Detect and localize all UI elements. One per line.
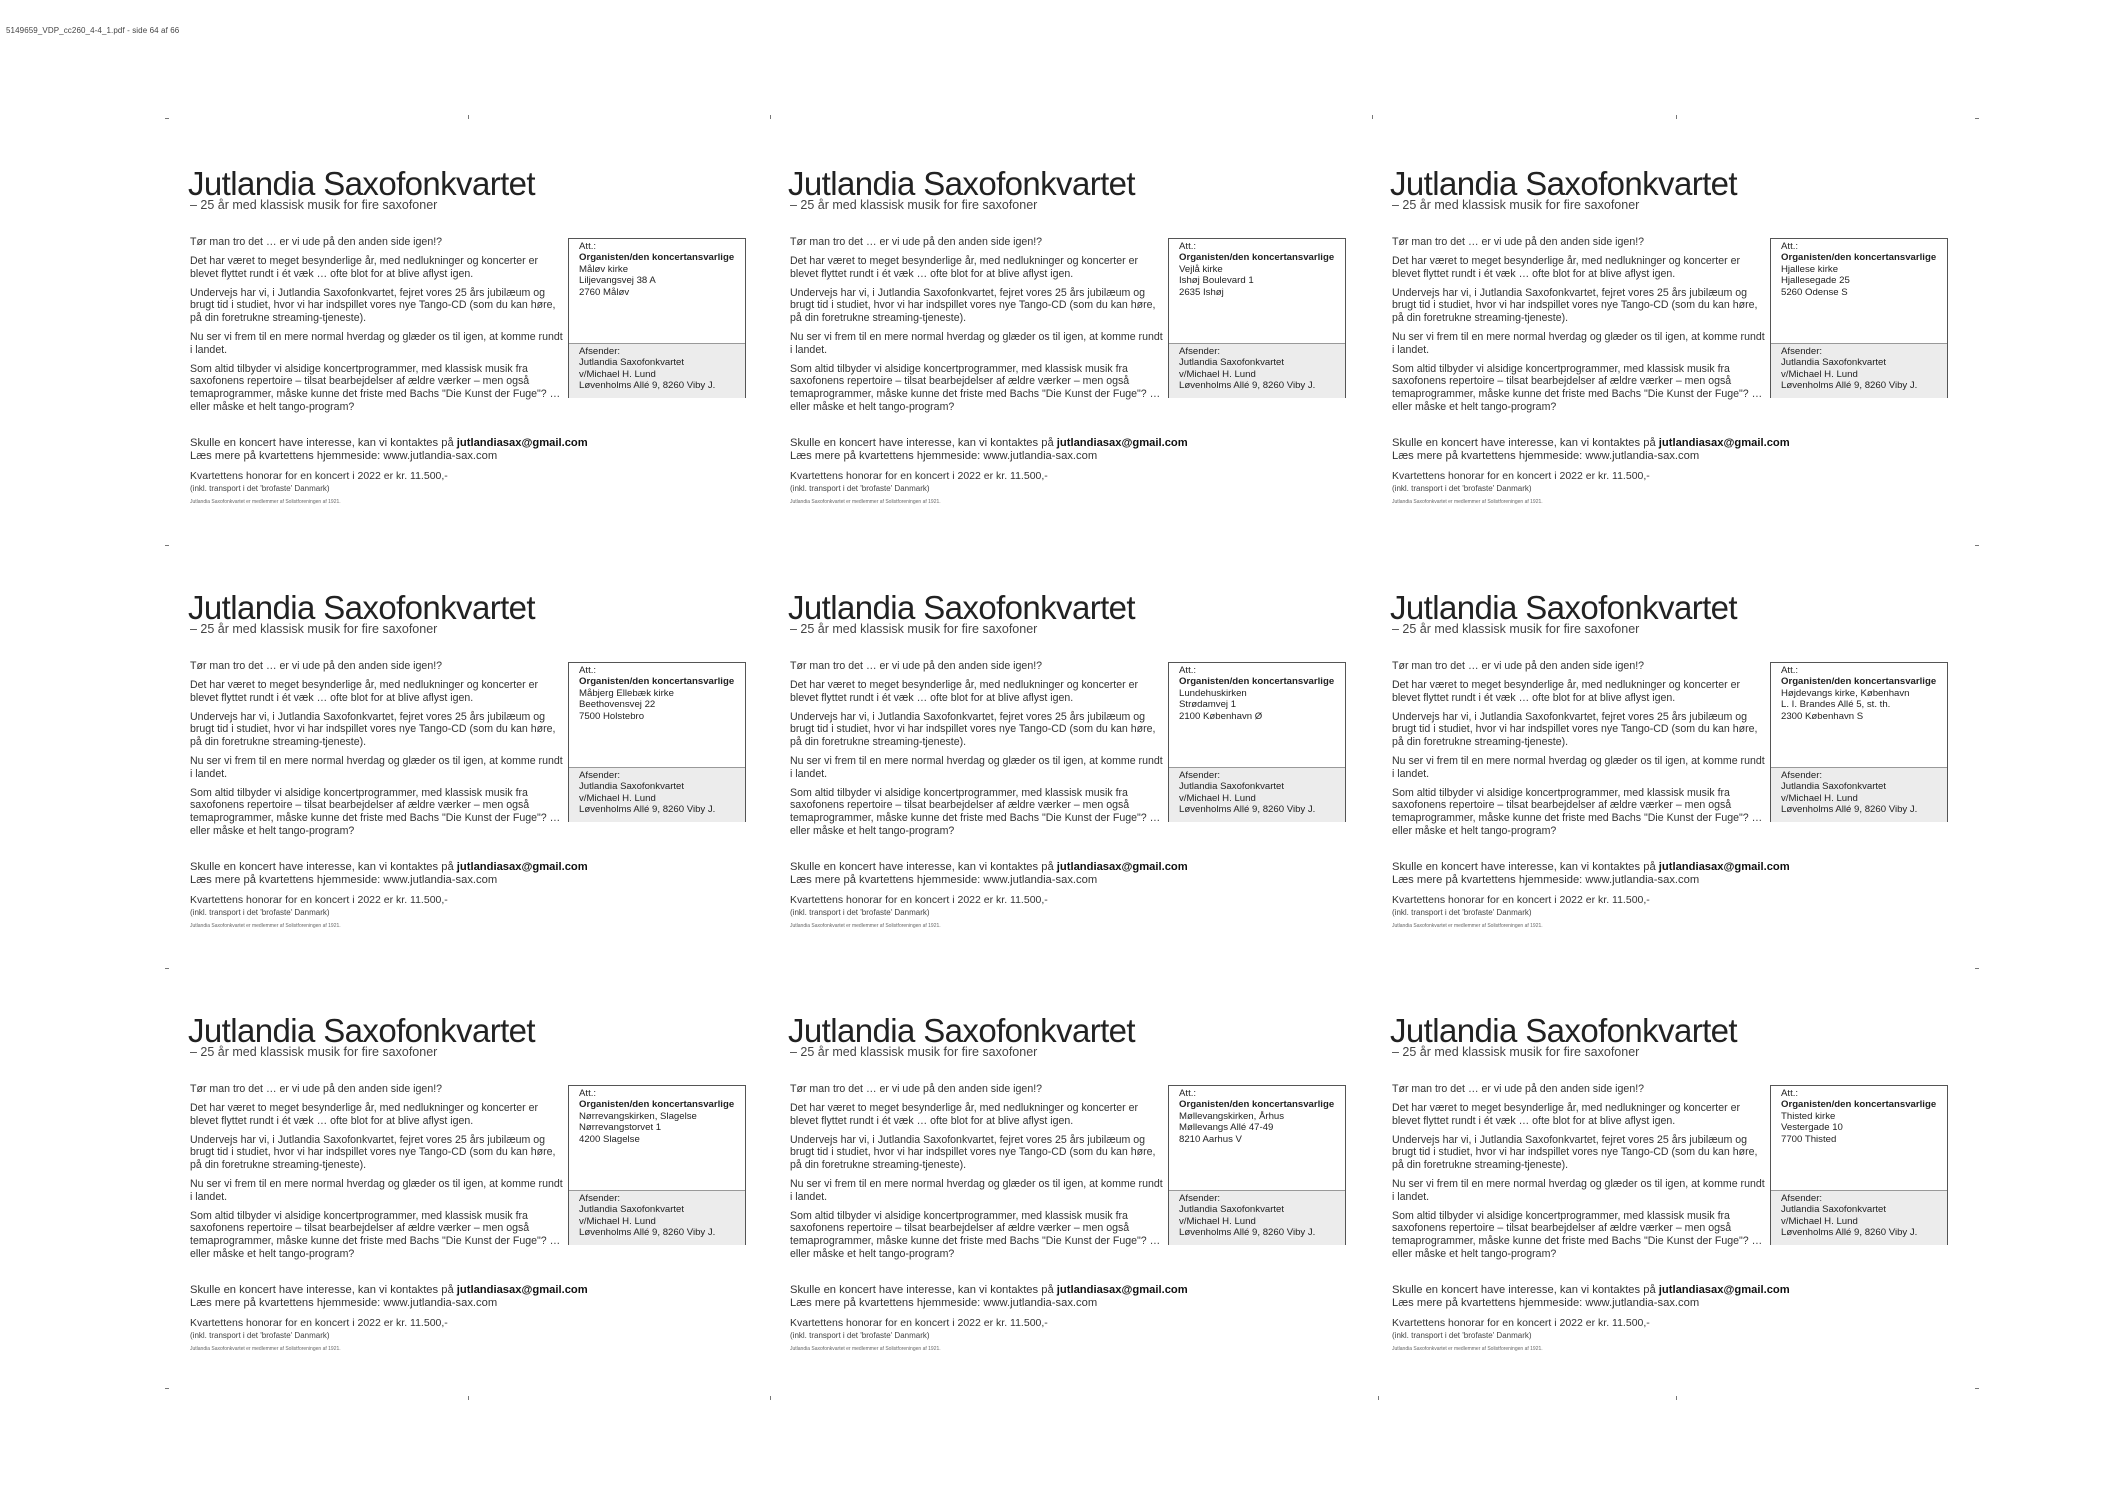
crop-mark (1975, 968, 1979, 969)
contact-block (1392, 861, 1952, 887)
recipient-line: 2635 Ishøj (1179, 286, 1224, 298)
contact-email[interactable]: jutlandiasax@gmail.com (456, 861, 588, 873)
recipient-line: 2100 København Ø (1179, 710, 1263, 722)
sender-line: Jutlandia Saxofonkvartet (579, 781, 685, 793)
body-paragraph: Tør man tro det … er vi ude på den anden side igen!? (1392, 1083, 1645, 1095)
card-title: Jutlandia Saxofonkvartet (188, 1012, 535, 1049)
card-body (790, 660, 1165, 844)
contact-prefix: Skulle en koncert have interesse, kan vi kontaktes på (790, 1284, 1057, 1296)
recipient-org: Organisten/den koncertansvarlige (1179, 252, 1335, 264)
sender-line: v/Michael H. Lund (1179, 792, 1256, 804)
body-paragraph: Nu ser vi frem til en mere normal hverdag og glæder os til igen, at komme rundt i landet. (790, 1178, 1163, 1203)
sender-block (1771, 1190, 1947, 1245)
body-paragraph: Det har været to meget besynderlige år, med nedlukninger og koncerter er blevet flyttet rundt i ét væk … ofte blot for at blive aflyst igen. (790, 1102, 1139, 1127)
card-title: Jutlandia Saxofonkvartet (1390, 165, 1737, 202)
body-paragraph: Det har været to meget besynderlige år, med nedlukninger og koncerter er blevet flyttet rundt i ét væk … ofte blot for at blive aflyst igen. (1392, 1102, 1741, 1127)
recipient-line: 7700 Thisted (1781, 1133, 1837, 1145)
fee-line: Kvartettens honorar for en koncert i 2022 er kr. 11.500,- (1392, 894, 1650, 906)
recipient-block (569, 239, 745, 343)
sender-line: v/Michael H. Lund (1179, 1215, 1256, 1227)
fee-note: (inkl. transport i det 'brofaste' Danmark) (190, 1331, 330, 1340)
body-paragraph: Som altid tilbyder vi alsidige koncertprogrammer, med klassisk musik fra saxofonens repertoire – tilsat bearbejdelser af ældre værker – men også temaprogrammer, måske kunne det friste med Bachs "Die Kunst der Fuge"? … eller måske et helt tango-program? (190, 786, 561, 837)
recipient-line: Måløv kirke (579, 263, 629, 275)
body-paragraph: Undervejs har vi, i Jutlandia Saxofonkvartet, fejret vores 25 års jubilæum og brugt tid i studiet, hvor vi har indspillet vores nye Tango-CD (som du kan høre, på din foretrukne streaming-tjeneste). (190, 1133, 556, 1171)
contact-line (190, 437, 750, 450)
sender-line: v/Michael H. Lund (1781, 1215, 1858, 1227)
contact-block (190, 437, 750, 463)
card-subtitle: – 25 år med klassisk musik for fire saxofoner (790, 1045, 1038, 1059)
postcard (1390, 1013, 1950, 1373)
recipient-line: Nørrevangstorvet 1 (579, 1122, 662, 1134)
fine-print: Jutlandia Saxofonkvartet er medlemmer af Solistforeningen af 1921. (790, 923, 941, 929)
sender-line: Løvenholms Allé 9, 8260 Viby J. (1179, 380, 1316, 392)
recipient-org: Organisten/den koncertansvarlige (579, 1099, 735, 1111)
body-paragraph: Som altid tilbyder vi alsidige koncertprogrammer, med klassisk musik fra saxofonens repertoire – tilsat bearbejdelser af ældre værker – men også temaprogrammer, måske kunne det friste med Bachs "Die Kunst der Fuge"? … eller måske et helt tango-program? (1392, 362, 1763, 413)
body-paragraph: Nu ser vi frem til en mere normal hverdag og glæder os til igen, at komme rundt i landet. (190, 755, 563, 780)
recipient-line: Beethovensvej 22 (579, 699, 656, 711)
website-line: Læs mere på kvartettens hjemmeside: www.jutlandia-sax.com (1392, 874, 1700, 887)
sender-label: Afsender: (579, 770, 621, 781)
recipient-org: Organisten/den koncertansvarlige (579, 252, 735, 264)
body-paragraph: Undervejs har vi, i Jutlandia Saxofonkvartet, fejret vores 25 års jubilæum og brugt tid i studiet, hvor vi har indspillet vores nye Tango-CD (som du kan høre, på din foretrukne streaming-tjeneste). (790, 1133, 1156, 1171)
website-line: Læs mere på kvartettens hjemmeside: www.jutlandia-sax.com (790, 874, 1098, 887)
contact-email[interactable]: jutlandiasax@gmail.com (456, 1284, 588, 1296)
recipient-line: 8210 Aarhus V (1179, 1133, 1242, 1145)
contact-block (190, 1284, 750, 1310)
sender-line: Løvenholms Allé 9, 8260 Viby J. (579, 1227, 716, 1239)
body-paragraph: Nu ser vi frem til en mere normal hverdag og glæder os til igen, at komme rundt i landet. (1392, 331, 1765, 356)
postcard (188, 1013, 748, 1373)
contact-block (790, 437, 1350, 463)
card-body (190, 236, 565, 420)
body-paragraph: Det har været to meget besynderlige år, med nedlukninger og koncerter er blevet flyttet rundt i ét væk … ofte blot for at blive aflyst igen. (190, 679, 539, 704)
contact-prefix: Skulle en koncert have interesse, kan vi kontaktes på (190, 437, 457, 449)
card-body (1392, 1083, 1767, 1267)
body-paragraph: Som altid tilbyder vi alsidige koncertprogrammer, med klassisk musik fra saxofonens repertoire – tilsat bearbejdelser af ældre værker – men også temaprogrammer, måske kunne det friste med Bachs "Die Kunst der Fuge"? … eller måske et helt tango-program? (1392, 786, 1763, 837)
att-label: Att.: (1179, 665, 1197, 676)
crop-mark (1676, 1396, 1677, 1400)
contact-email[interactable]: jutlandiasax@gmail.com (456, 437, 588, 449)
crop-mark (770, 115, 771, 119)
body-paragraph: Undervejs har vi, i Jutlandia Saxofonkvartet, fejret vores 25 års jubilæum og brugt tid i studiet, hvor vi har indspillet vores nye Tango-CD (som du kan høre, på din foretrukne streaming-tjeneste). (1392, 710, 1758, 748)
website-line: Læs mere på kvartettens hjemmeside: www.jutlandia-sax.com (190, 450, 498, 463)
postcard (1390, 590, 1950, 950)
sender-block (1169, 343, 1345, 398)
card-subtitle: – 25 år med klassisk musik for fire saxofoner (1392, 622, 1640, 636)
address-box (1168, 1085, 1346, 1245)
recipient-org: Organisten/den koncertansvarlige (1781, 676, 1937, 688)
website-line: Læs mere på kvartettens hjemmeside: www.jutlandia-sax.com (790, 1297, 1098, 1310)
body-paragraph: Som altid tilbyder vi alsidige koncertprogrammer, med klassisk musik fra saxofonens repertoire – tilsat bearbejdelser af ældre værker – men også temaprogrammer, måske kunne det friste med Bachs "Die Kunst der Fuge"? … eller måske et helt tango-program? (790, 362, 1161, 413)
body-paragraph: Det har været to meget besynderlige år, med nedlukninger og koncerter er blevet flyttet rundt i ét væk … ofte blot for at blive aflyst igen. (190, 1102, 539, 1127)
contact-prefix: Skulle en koncert have interesse, kan vi kontaktes på (190, 1284, 457, 1296)
recipient-block (1771, 1086, 1947, 1190)
att-label: Att.: (1781, 665, 1799, 676)
sender-label: Afsender: (1179, 346, 1221, 357)
sender-line: v/Michael H. Lund (1179, 368, 1256, 380)
contact-prefix: Skulle en koncert have interesse, kan vi kontaktes på (190, 861, 457, 873)
att-label: Att.: (1781, 241, 1799, 252)
contact-email[interactable]: jutlandiasax@gmail.com (1658, 861, 1790, 873)
recipient-line: 2760 Måløv (579, 286, 630, 298)
fine-print: Jutlandia Saxofonkvartet er medlemmer af Solistforeningen af 1921. (190, 923, 341, 929)
address-box (1168, 238, 1346, 398)
contact-email[interactable]: jutlandiasax@gmail.com (1658, 1284, 1790, 1296)
fee-line: Kvartettens honorar for en koncert i 2022 er kr. 11.500,- (190, 894, 448, 906)
card-title: Jutlandia Saxofonkvartet (1390, 1012, 1737, 1049)
crop-mark (165, 1388, 169, 1389)
recipient-line: Liljevangsvej 38 A (579, 275, 656, 287)
card-subtitle: – 25 år med klassisk musik for fire saxofoner (790, 622, 1038, 636)
body-paragraph: Tør man tro det … er vi ude på den anden side igen!? (190, 660, 443, 672)
sender-block (569, 767, 745, 822)
att-label: Att.: (579, 241, 597, 252)
body-paragraph: Som altid tilbyder vi alsidige koncertprogrammer, med klassisk musik fra saxofonens repertoire – tilsat bearbejdelser af ældre værker – men også temaprogrammer, måske kunne det friste med Bachs "Die Kunst der Fuge"? … eller måske et helt tango-program? (790, 786, 1161, 837)
recipient-org: Organisten/den koncertansvarlige (579, 676, 735, 688)
fee-note: (inkl. transport i det 'brofaste' Danmark) (790, 1331, 930, 1340)
contact-prefix: Skulle en koncert have interesse, kan vi kontaktes på (790, 437, 1057, 449)
fine-print: Jutlandia Saxofonkvartet er medlemmer af Solistforeningen af 1921. (790, 1346, 941, 1352)
att-label: Att.: (1179, 1088, 1197, 1099)
crop-mark (165, 968, 169, 969)
fee-line: Kvartettens honorar for en koncert i 2022 er kr. 11.500,- (1392, 1317, 1650, 1329)
fee-note: (inkl. transport i det 'brofaste' Danmark) (1392, 484, 1532, 493)
sender-label: Afsender: (579, 1193, 621, 1204)
sender-line: v/Michael H. Lund (579, 1215, 656, 1227)
body-paragraph: Det har været to meget besynderlige år, med nedlukninger og koncerter er blevet flyttet rundt i ét væk … ofte blot for at blive aflyst igen. (790, 679, 1139, 704)
crop-mark (165, 118, 169, 119)
website-line: Læs mere på kvartettens hjemmeside: www.jutlandia-sax.com (1392, 450, 1700, 463)
sender-line: Løvenholms Allé 9, 8260 Viby J. (579, 380, 716, 392)
sender-block (1771, 767, 1947, 822)
recipient-line: Nørrevangskirken, Slagelse (579, 1110, 697, 1122)
fee-line: Kvartettens honorar for en koncert i 2022 er kr. 11.500,- (790, 470, 1048, 482)
sender-label: Afsender: (1781, 770, 1823, 781)
card-body (790, 1083, 1165, 1267)
postcard (1390, 166, 1950, 526)
recipient-line: Måbjerg Ellebæk kirke (579, 687, 674, 699)
body-paragraph: Tør man tro det … er vi ude på den anden side igen!? (790, 660, 1043, 672)
card-body (190, 660, 565, 844)
address-box (568, 1085, 746, 1245)
fee-note: (inkl. transport i det 'brofaste' Danmark) (790, 484, 930, 493)
body-paragraph: Undervejs har vi, i Jutlandia Saxofonkvartet, fejret vores 25 års jubilæum og brugt tid i studiet, hvor vi har indspillet vores nye Tango-CD (som du kan høre, på din foretrukne streaming-tjeneste). (190, 710, 556, 748)
contact-prefix: Skulle en koncert have interesse, kan vi kontaktes på (790, 861, 1057, 873)
postcard (788, 166, 1348, 526)
recipient-line: Vestergade 10 (1781, 1122, 1843, 1134)
body-paragraph: Tør man tro det … er vi ude på den anden side igen!? (1392, 660, 1645, 672)
contact-line (1392, 1284, 1952, 1297)
recipient-line: Møllevangskirken, Århus (1179, 1110, 1285, 1122)
sender-line: Løvenholms Allé 9, 8260 Viby J. (579, 804, 716, 816)
recipient-line: 5260 Odense S (1781, 286, 1848, 298)
recipient-org: Organisten/den koncertansvarlige (1179, 1099, 1335, 1111)
recipient-org: Organisten/den koncertansvarlige (1781, 1099, 1937, 1111)
body-paragraph: Tør man tro det … er vi ude på den anden side igen!? (790, 236, 1043, 248)
card-title: Jutlandia Saxofonkvartet (788, 165, 1135, 202)
recipient-line: Højdevangs kirke, København (1781, 687, 1910, 699)
fee-note: (inkl. transport i det 'brofaste' Danmark) (1392, 1331, 1532, 1340)
card-body (790, 236, 1165, 420)
sender-block (1771, 343, 1947, 398)
contact-prefix: Skulle en koncert have interesse, kan vi kontaktes på (1392, 437, 1659, 449)
fine-print: Jutlandia Saxofonkvartet er medlemmer af Solistforeningen af 1921. (190, 1346, 341, 1352)
sender-block (1169, 1190, 1345, 1245)
card-subtitle: – 25 år med klassisk musik for fire saxofoner (1392, 198, 1640, 212)
address-box (1770, 238, 1948, 398)
body-paragraph: Det har været to meget besynderlige år, med nedlukninger og koncerter er blevet flyttet rundt i ét væk … ofte blot for at blive aflyst igen. (1392, 255, 1741, 280)
att-label: Att.: (579, 665, 597, 676)
address-box (568, 662, 746, 822)
postcard (188, 590, 748, 950)
page-header: 5149659_VDP_cc260_4-4_1.pdf - side 64 af 66 (6, 26, 180, 35)
body-paragraph: Undervejs har vi, i Jutlandia Saxofonkvartet, fejret vores 25 års jubilæum og brugt tid i studiet, hvor vi har indspillet vores nye Tango-CD (som du kan høre, på din foretrukne streaming-tjeneste). (190, 286, 556, 324)
sender-block (1169, 767, 1345, 822)
recipient-block (1169, 1086, 1345, 1190)
att-label: Att.: (579, 1088, 597, 1099)
address-box (1168, 662, 1346, 822)
card-subtitle: – 25 år med klassisk musik for fire saxofoner (190, 198, 438, 212)
body-paragraph: Nu ser vi frem til en mere normal hverdag og glæder os til igen, at komme rundt i landet. (790, 331, 1163, 356)
contact-line (790, 437, 1350, 450)
website-line: Læs mere på kvartettens hjemmeside: www.jutlandia-sax.com (190, 874, 498, 887)
crop-mark (1975, 118, 1979, 119)
sender-label: Afsender: (1179, 1193, 1221, 1204)
recipient-line: Lundehuskirken (1179, 687, 1247, 699)
recipient-org: Organisten/den koncertansvarlige (1781, 252, 1937, 264)
sender-line: v/Michael H. Lund (1781, 368, 1858, 380)
sender-line: Løvenholms Allé 9, 8260 Viby J. (1179, 1227, 1316, 1239)
sender-label: Afsender: (579, 346, 621, 357)
body-paragraph: Det har været to meget besynderlige år, med nedlukninger og koncerter er blevet flyttet rundt i ét væk … ofte blot for at blive aflyst igen. (1392, 679, 1741, 704)
fee-line: Kvartettens honorar for en koncert i 2022 er kr. 11.500,- (190, 470, 448, 482)
sender-line: Løvenholms Allé 9, 8260 Viby J. (1781, 804, 1918, 816)
fine-print: Jutlandia Saxofonkvartet er medlemmer af Solistforeningen af 1921. (1392, 923, 1543, 929)
fine-print: Jutlandia Saxofonkvartet er medlemmer af Solistforeningen af 1921. (1392, 499, 1543, 505)
crop-mark (1676, 115, 1677, 119)
crop-mark (468, 115, 469, 119)
sender-line: Jutlandia Saxofonkvartet (1179, 781, 1285, 793)
crop-mark (1975, 1388, 1979, 1389)
sender-line: Løvenholms Allé 9, 8260 Viby J. (1781, 1227, 1918, 1239)
fee-note: (inkl. transport i det 'brofaste' Danmark) (190, 484, 330, 493)
fee-line: Kvartettens honorar for en koncert i 2022 er kr. 11.500,- (790, 894, 1048, 906)
recipient-block (1169, 663, 1345, 767)
body-paragraph: Som altid tilbyder vi alsidige koncertprogrammer, med klassisk musik fra saxofonens repertoire – tilsat bearbejdelser af ældre værker – men også temaprogrammer, måske kunne det friste med Bachs "Die Kunst der Fuge"? … eller måske et helt tango-program? (790, 1209, 1161, 1260)
sender-line: Jutlandia Saxofonkvartet (1179, 357, 1285, 369)
crop-mark (1975, 545, 1979, 546)
sender-line: Løvenholms Allé 9, 8260 Viby J. (1781, 380, 1918, 392)
sender-block (569, 343, 745, 398)
sender-line: Jutlandia Saxofonkvartet (1781, 357, 1887, 369)
card-title: Jutlandia Saxofonkvartet (188, 165, 535, 202)
body-paragraph: Nu ser vi frem til en mere normal hverdag og glæder os til igen, at komme rundt i landet. (190, 331, 563, 356)
postcard (188, 166, 748, 526)
att-label: Att.: (1179, 241, 1197, 252)
sender-label: Afsender: (1781, 1193, 1823, 1204)
fine-print: Jutlandia Saxofonkvartet er medlemmer af Solistforeningen af 1921. (790, 499, 941, 505)
fee-note: (inkl. transport i det 'brofaste' Danmark) (790, 908, 930, 917)
recipient-block (1771, 663, 1947, 767)
sender-line: Jutlandia Saxofonkvartet (1781, 1204, 1887, 1216)
contact-block (790, 861, 1350, 887)
body-paragraph: Undervejs har vi, i Jutlandia Saxofonkvartet, fejret vores 25 års jubilæum og brugt tid i studiet, hvor vi har indspillet vores nye Tango-CD (som du kan høre, på din foretrukne streaming-tjeneste). (790, 710, 1156, 748)
contact-block (190, 861, 750, 887)
recipient-line: Hjallesegade 25 (1781, 275, 1850, 287)
sender-label: Afsender: (1179, 770, 1221, 781)
fee-note: (inkl. transport i det 'brofaste' Danmark) (190, 908, 330, 917)
body-paragraph: Nu ser vi frem til en mere normal hverdag og glæder os til igen, at komme rundt i landet. (1392, 755, 1765, 780)
att-label: Att.: (1781, 1088, 1799, 1099)
sender-line: v/Michael H. Lund (1781, 792, 1858, 804)
sender-line: Løvenholms Allé 9, 8260 Viby J. (1179, 804, 1316, 816)
fee-line: Kvartettens honorar for en koncert i 2022 er kr. 11.500,- (1392, 470, 1650, 482)
body-paragraph: Det har været to meget besynderlige år, med nedlukninger og koncerter er blevet flyttet rundt i ét væk … ofte blot for at blive aflyst igen. (190, 255, 539, 280)
body-paragraph: Det har været to meget besynderlige år, med nedlukninger og koncerter er blevet flyttet rundt i ét væk … ofte blot for at blive aflyst igen. (790, 255, 1139, 280)
card-title: Jutlandia Saxofonkvartet (188, 589, 535, 626)
card-subtitle: – 25 år med klassisk musik for fire saxofoner (1392, 1045, 1640, 1059)
recipient-line: Strødamvej 1 (1179, 699, 1237, 711)
card-body (1392, 236, 1767, 420)
sender-line: v/Michael H. Lund (579, 792, 656, 804)
postcard (788, 590, 1348, 950)
website-line: Læs mere på kvartettens hjemmeside: www.jutlandia-sax.com (790, 450, 1098, 463)
sender-line: Jutlandia Saxofonkvartet (1179, 1204, 1285, 1216)
sender-line: Jutlandia Saxofonkvartet (579, 357, 685, 369)
body-paragraph: Tør man tro det … er vi ude på den anden side igen!? (1392, 236, 1645, 248)
card-subtitle: – 25 år med klassisk musik for fire saxofoner (790, 198, 1038, 212)
fee-line: Kvartettens honorar for en koncert i 2022 er kr. 11.500,- (190, 1317, 448, 1329)
recipient-line: 2300 København S (1781, 710, 1864, 722)
crop-mark (165, 545, 169, 546)
contact-line (190, 1284, 750, 1297)
contact-line (190, 861, 750, 874)
recipient-line: 4200 Slagelse (579, 1133, 640, 1145)
body-paragraph: Som altid tilbyder vi alsidige koncertprogrammer, med klassisk musik fra saxofonens repertoire – tilsat bearbejdelser af ældre værker – men også temaprogrammer, måske kunne det friste med Bachs "Die Kunst der Fuge"? … eller måske et helt tango-program? (190, 362, 561, 413)
card-body (190, 1083, 565, 1267)
crop-mark (468, 1396, 469, 1400)
recipient-line: Møllevangs Allé 47-49 (1179, 1122, 1274, 1134)
body-paragraph: Som altid tilbyder vi alsidige koncertprogrammer, med klassisk musik fra saxofonens repertoire – tilsat bearbejdelser af ældre værker – men også temaprogrammer, måske kunne det friste med Bachs "Die Kunst der Fuge"? … eller måske et helt tango-program? (190, 1209, 561, 1260)
recipient-line: L. I. Brandes Allé 5, st. th. (1781, 699, 1891, 711)
contact-block (790, 1284, 1350, 1310)
sender-line: Jutlandia Saxofonkvartet (579, 1204, 685, 1216)
card-subtitle: – 25 år med klassisk musik for fire saxofoner (190, 622, 438, 636)
recipient-line: 7500 Holstebro (579, 710, 645, 722)
contact-prefix: Skulle en koncert have interesse, kan vi kontaktes på (1392, 1284, 1659, 1296)
recipient-line: Vejlå kirke (1179, 263, 1223, 275)
sender-label: Afsender: (1781, 346, 1823, 357)
body-paragraph: Tør man tro det … er vi ude på den anden side igen!? (190, 1083, 443, 1095)
card-title: Jutlandia Saxofonkvartet (1390, 589, 1737, 626)
body-paragraph: Som altid tilbyder vi alsidige koncertprogrammer, med klassisk musik fra saxofonens repertoire – tilsat bearbejdelser af ældre værker – men også temaprogrammer, måske kunne det friste med Bachs "Die Kunst der Fuge"? … eller måske et helt tango-program? (1392, 1209, 1763, 1260)
recipient-block (569, 663, 745, 767)
card-title: Jutlandia Saxofonkvartet (788, 1012, 1135, 1049)
contact-line (1392, 861, 1952, 874)
fine-print: Jutlandia Saxofonkvartet er medlemmer af Solistforeningen af 1921. (190, 499, 341, 505)
crop-mark (770, 1396, 771, 1400)
sender-line: Jutlandia Saxofonkvartet (1781, 781, 1887, 793)
address-box (568, 238, 746, 398)
contact-email[interactable]: jutlandiasax@gmail.com (1658, 437, 1790, 449)
contact-prefix: Skulle en koncert have interesse, kan vi kontaktes på (1392, 861, 1659, 873)
address-box (1770, 662, 1948, 822)
recipient-block (1169, 239, 1345, 343)
body-paragraph: Nu ser vi frem til en mere normal hverdag og glæder os til igen, at komme rundt i landet. (790, 755, 1163, 780)
address-box (1770, 1085, 1948, 1245)
contact-email[interactable]: jutlandiasax@gmail.com (1056, 1284, 1188, 1296)
crop-mark (1378, 1396, 1379, 1400)
crop-mark (1372, 115, 1373, 119)
contact-line (1392, 437, 1952, 450)
body-paragraph: Nu ser vi frem til en mere normal hverdag og glæder os til igen, at komme rundt i landet. (190, 1178, 563, 1203)
body-paragraph: Undervejs har vi, i Jutlandia Saxofonkvartet, fejret vores 25 års jubilæum og brugt tid i studiet, hvor vi har indspillet vores nye Tango-CD (som du kan høre, på din foretrukne streaming-tjeneste). (1392, 1133, 1758, 1171)
contact-email[interactable]: jutlandiasax@gmail.com (1056, 861, 1188, 873)
body-paragraph: Tør man tro det … er vi ude på den anden side igen!? (190, 236, 443, 248)
recipient-org: Organisten/den koncertansvarlige (1179, 676, 1335, 688)
recipient-block (1771, 239, 1947, 343)
website-line: Læs mere på kvartettens hjemmeside: www.jutlandia-sax.com (190, 1297, 498, 1310)
card-title: Jutlandia Saxofonkvartet (788, 589, 1135, 626)
contact-line (790, 1284, 1350, 1297)
recipient-line: Hjallese kirke (1781, 263, 1839, 275)
sender-line: v/Michael H. Lund (579, 368, 656, 380)
card-subtitle: – 25 år med klassisk musik for fire saxofoner (190, 1045, 438, 1059)
recipient-block (569, 1086, 745, 1190)
body-paragraph: Undervejs har vi, i Jutlandia Saxofonkvartet, fejret vores 25 års jubilæum og brugt tid i studiet, hvor vi har indspillet vores nye Tango-CD (som du kan høre, på din foretrukne streaming-tjeneste). (790, 286, 1156, 324)
contact-block (1392, 437, 1952, 463)
fee-line: Kvartettens honorar for en koncert i 2022 er kr. 11.500,- (790, 1317, 1048, 1329)
contact-email[interactable]: jutlandiasax@gmail.com (1056, 437, 1188, 449)
fee-note: (inkl. transport i det 'brofaste' Danmark) (1392, 908, 1532, 917)
website-line: Læs mere på kvartettens hjemmeside: www.jutlandia-sax.com (1392, 1297, 1700, 1310)
body-paragraph: Undervejs har vi, i Jutlandia Saxofonkvartet, fejret vores 25 års jubilæum og brugt tid i studiet, hvor vi har indspillet vores nye Tango-CD (som du kan høre, på din foretrukne streaming-tjeneste). (1392, 286, 1758, 324)
body-paragraph: Tør man tro det … er vi ude på den anden side igen!? (790, 1083, 1043, 1095)
body-paragraph: Nu ser vi frem til en mere normal hverdag og glæder os til igen, at komme rundt i landet. (1392, 1178, 1765, 1203)
contact-block (1392, 1284, 1952, 1310)
contact-line (790, 861, 1350, 874)
postcard (788, 1013, 1348, 1373)
recipient-line: Ishøj Boulevard 1 (1179, 275, 1254, 287)
fine-print: Jutlandia Saxofonkvartet er medlemmer af Solistforeningen af 1921. (1392, 1346, 1543, 1352)
recipient-line: Thisted kirke (1781, 1110, 1836, 1122)
sender-block (569, 1190, 745, 1245)
card-body (1392, 660, 1767, 844)
